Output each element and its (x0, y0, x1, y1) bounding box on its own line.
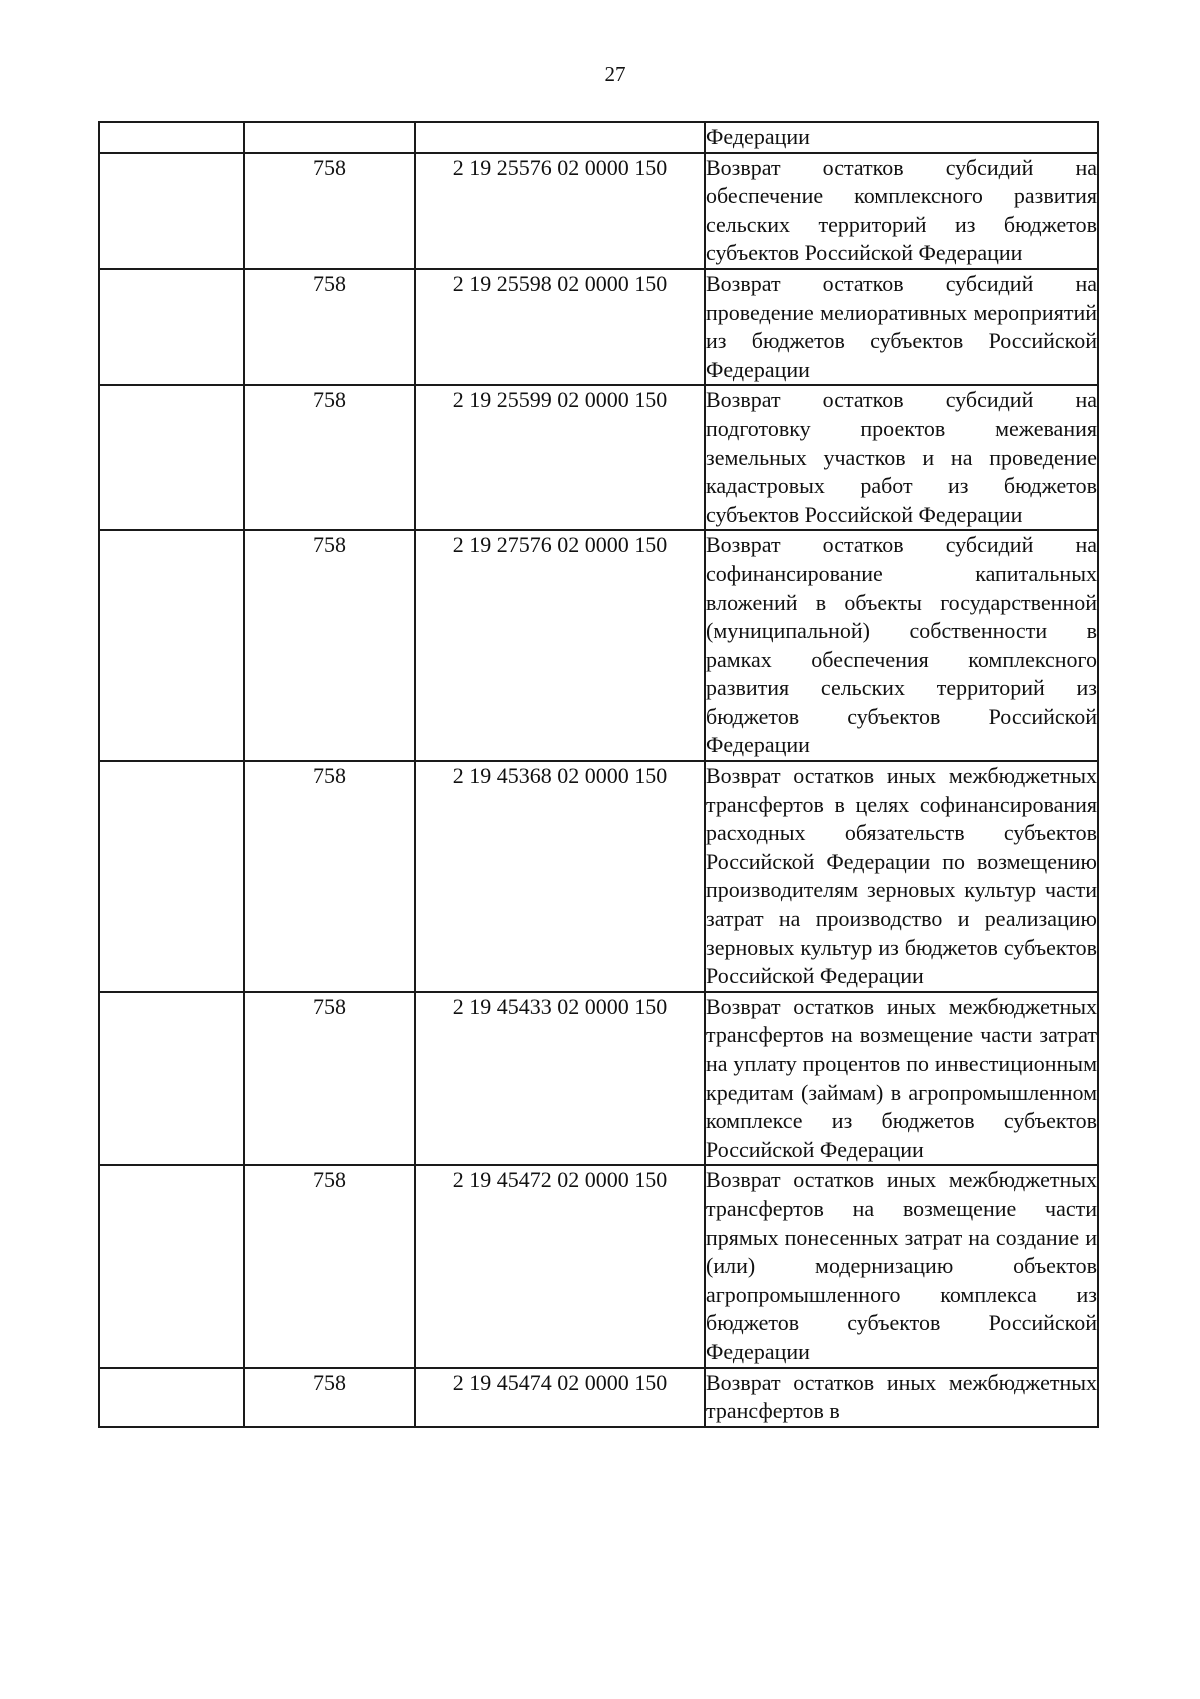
blank-cell (99, 122, 244, 153)
table-row (99, 530, 1098, 761)
table-row (99, 992, 1098, 1166)
admin-code-cell: 758 (244, 1165, 415, 1367)
income-name-cell: Возврат остатков иных межбюджетных трансфертов на возмещение части затрат на уплату процентов по инвестиционным кредитам (займам) в агропромышленном комплексе из бюджетов субъектов Российской Федерации (705, 992, 1098, 1166)
budget-code-cell: 2 19 45474 02 0000 150 (415, 1368, 705, 1427)
admin-code-cell: 758 (244, 153, 415, 269)
admin-code-cell: 758 (244, 761, 415, 992)
blank-cell (99, 269, 244, 385)
admin-code-cell: 758 (244, 1368, 415, 1427)
income-name-cell: Возврат остатков иных межбюджетных трансфертов в целях софинансирования расходных обязательств субъектов Российской Федерации по возмещению производителям зерновых культур части затрат на производство и реализацию зерновых культур из бюджетов субъектов Российской Федерации (705, 761, 1098, 992)
blank-cell (99, 153, 244, 269)
admin-code-cell: 758 (244, 992, 415, 1166)
budget-code-cell: 2 19 45472 02 0000 150 (415, 1165, 705, 1367)
admin-code-cell: 758 (244, 269, 415, 385)
table-row (99, 153, 1098, 269)
blank-cell (99, 761, 244, 992)
blank-cell (99, 385, 244, 530)
blank-cell (99, 530, 244, 761)
budget-code-cell (415, 122, 705, 153)
income-name-cell: Возврат остатков субсидий на проведение мелиоративных мероприятий из бюджетов субъектов Российской Федерации (705, 269, 1098, 385)
income-name-cell: Возврат остатков субсидий на подготовку проектов межевания земельных участков и на проведение кадастровых работ из бюджетов субъектов Российской Федерации (705, 385, 1098, 530)
table-row (99, 761, 1098, 992)
blank-cell (99, 992, 244, 1166)
income-name-cell: Возврат остатков иных межбюджетных трансфертов в (705, 1368, 1098, 1427)
table-row (99, 1368, 1098, 1427)
budget-code-cell: 2 19 45368 02 0000 150 (415, 761, 705, 992)
admin-code-cell (244, 122, 415, 153)
table-row (99, 1165, 1098, 1367)
blank-cell (99, 1368, 244, 1427)
income-name-cell: Возврат остатков субсидий на обеспечение комплексного развития сельских территорий из бюджетов субъектов Российской Федерации (705, 153, 1098, 269)
budget-code-cell: 2 19 27576 02 0000 150 (415, 530, 705, 761)
income-name-cell: Возврат остатков иных межбюджетных трансфертов на возмещение части прямых понесенных затрат на создание и (или) модернизацию объектов агропромышленного комплекса из бюджетов субъектов Российской Федерации (705, 1165, 1098, 1367)
budget-code-cell: 2 19 25599 02 0000 150 (415, 385, 705, 530)
budget-codes-table (98, 121, 1099, 1428)
income-name-cell: Возврат остатков субсидий на софинансирование капитальных вложений в объекты государственной (муниципальной) собственности в рамках обеспечения комплексного развития сельских территорий из бюджетов субъектов Российской Федерации (705, 530, 1098, 761)
admin-code-cell: 758 (244, 385, 415, 530)
blank-cell (99, 1165, 244, 1367)
table-row (99, 122, 1098, 153)
admin-code-cell: 758 (244, 530, 415, 761)
page-number: 27 (604, 62, 626, 86)
budget-code-cell: 2 19 45433 02 0000 150 (415, 992, 705, 1166)
table-row (99, 385, 1098, 530)
income-name-cell: Федерации (705, 122, 1098, 153)
budget-code-cell: 2 19 25576 02 0000 150 (415, 153, 705, 269)
budget-code-cell: 2 19 25598 02 0000 150 (415, 269, 705, 385)
table-row (99, 269, 1098, 385)
